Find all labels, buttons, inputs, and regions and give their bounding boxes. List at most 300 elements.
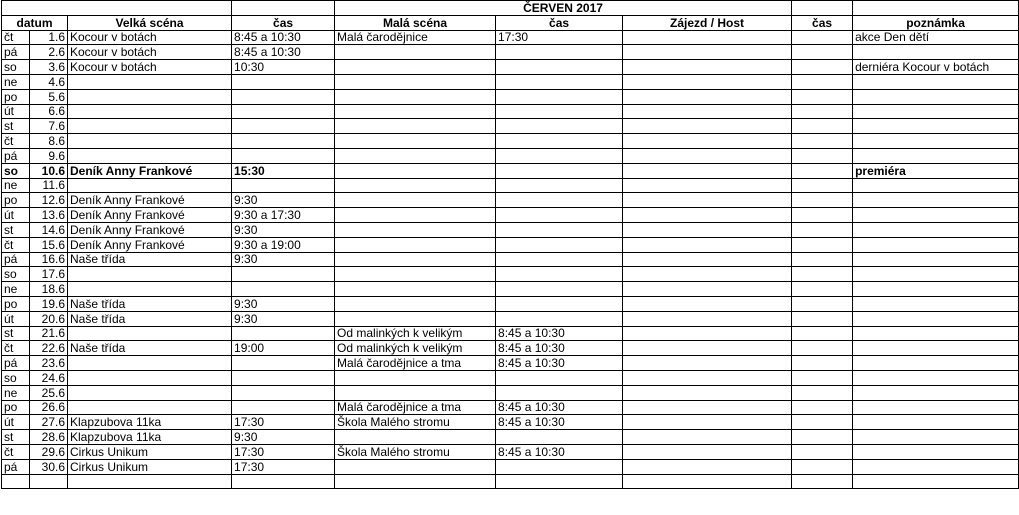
cell-velka-scena[interactable]: Kocour v botách	[68, 45, 232, 60]
cell-day[interactable]: út	[2, 208, 30, 223]
cell-cas-2[interactable]: 8:45 a 10:30	[496, 415, 623, 430]
cell-poznamka[interactable]	[853, 89, 1019, 104]
cell-cas-3[interactable]	[792, 222, 853, 237]
cell-date[interactable]: 4.6	[30, 74, 68, 89]
cell-velka-scena[interactable]: Kocour v botách	[68, 60, 232, 75]
cell-velka-scena[interactable]: Naše třída	[68, 296, 232, 311]
cell-day[interactable]: st	[2, 119, 30, 134]
cell-mala-scena[interactable]	[335, 296, 496, 311]
cell-cas-3[interactable]	[792, 30, 853, 45]
cell-mala-scena[interactable]	[335, 60, 496, 75]
cell-cas-1[interactable]	[232, 74, 335, 89]
cell-day[interactable]: so	[2, 267, 30, 282]
cell-mala-scena[interactable]	[335, 311, 496, 326]
cell-cas-3[interactable]	[792, 163, 853, 178]
cell-cas-1[interactable]: 17:30	[232, 459, 335, 474]
cell-day[interactable]: st	[2, 326, 30, 341]
cell-velka-scena[interactable]: Cirkus Unikum	[68, 459, 232, 474]
cell-day[interactable]: út	[2, 415, 30, 430]
cell-cas-2[interactable]	[496, 193, 623, 208]
cell-blank[interactable]	[335, 474, 496, 489]
cell-day[interactable]: čt	[2, 30, 30, 45]
cell-day[interactable]: ne	[2, 282, 30, 297]
cell-poznamka[interactable]	[853, 267, 1019, 282]
cell-poznamka[interactable]	[853, 45, 1019, 60]
cell-mala-scena[interactable]: Od malinkých k velikým	[335, 326, 496, 341]
cell-day[interactable]: pá	[2, 356, 30, 371]
cell-cas-3[interactable]	[792, 237, 853, 252]
cell-poznamka[interactable]	[853, 444, 1019, 459]
cell-zajezd-host[interactable]	[623, 45, 792, 60]
cell-velka-scena[interactable]	[68, 178, 232, 193]
cell-mala-scena[interactable]: Malá čarodějnice	[335, 30, 496, 45]
cell-date[interactable]: 1.6	[30, 30, 68, 45]
cell-zajezd-host[interactable]	[623, 74, 792, 89]
cell-cas-2[interactable]	[496, 311, 623, 326]
cell-poznamka[interactable]	[853, 370, 1019, 385]
cell-mala-scena[interactable]	[335, 252, 496, 267]
cell-day[interactable]: ne	[2, 74, 30, 89]
cell-cas-3[interactable]	[792, 415, 853, 430]
cell-mala-scena[interactable]	[335, 430, 496, 445]
cell-zajezd-host[interactable]	[623, 341, 792, 356]
cell-velka-scena[interactable]: Deník Anny Frankové	[68, 208, 232, 223]
cell-cas-1[interactable]	[232, 104, 335, 119]
cell-mala-scena[interactable]: Malá čarodějnice a tma	[335, 356, 496, 371]
cell-cas-1[interactable]: 9:30	[232, 222, 335, 237]
cell-mala-scena[interactable]	[335, 45, 496, 60]
table-row	[2, 341, 1019, 356]
cell-cas-3[interactable]	[792, 267, 853, 282]
cell-blank[interactable]	[623, 474, 792, 489]
cell-blank[interactable]	[853, 1, 1019, 16]
cell-cas-1[interactable]	[232, 370, 335, 385]
cell-cas-2[interactable]	[496, 119, 623, 134]
cell-day[interactable]: po	[2, 400, 30, 415]
cell-cas-3[interactable]	[792, 341, 853, 356]
cell-day[interactable]: čt	[2, 237, 30, 252]
cell-velka-scena[interactable]	[68, 119, 232, 134]
cell-poznamka[interactable]	[853, 193, 1019, 208]
cell-mala-scena[interactable]	[335, 459, 496, 474]
cell-cas-1[interactable]: 9:30	[232, 252, 335, 267]
cell-zajezd-host[interactable]	[623, 282, 792, 297]
cell-mala-scena[interactable]	[335, 282, 496, 297]
cell-poznamka[interactable]: premiéra	[853, 163, 1019, 178]
table-row	[2, 222, 1019, 237]
cell-cas-2[interactable]: 8:45 a 10:30	[496, 444, 623, 459]
cell-cas-2[interactable]	[496, 178, 623, 193]
cell-cas-2[interactable]: 8:45 a 10:30	[496, 356, 623, 371]
cell-cas-1[interactable]	[232, 385, 335, 400]
cell-poznamka[interactable]: akce Den dětí	[853, 30, 1019, 45]
cell-cas-2[interactable]	[496, 282, 623, 297]
cell-cas-2[interactable]	[496, 370, 623, 385]
cell-velka-scena[interactable]	[68, 385, 232, 400]
cell-poznamka[interactable]	[853, 74, 1019, 89]
cell-cas-3[interactable]	[792, 119, 853, 134]
cell-poznamka[interactable]	[853, 311, 1019, 326]
cell-blank[interactable]	[68, 474, 232, 489]
cell-day[interactable]: čt	[2, 134, 30, 149]
cell-cas-1[interactable]: 19:00	[232, 341, 335, 356]
table-row	[2, 444, 1019, 459]
cell-poznamka[interactable]	[853, 104, 1019, 119]
cell-day[interactable]: čt	[2, 444, 30, 459]
cell-cas-1[interactable]: 10:30	[232, 60, 335, 75]
cell-cas-3[interactable]	[792, 208, 853, 223]
cell-cas-3[interactable]	[792, 60, 853, 75]
cell-cas-2[interactable]	[496, 45, 623, 60]
cell-cas-1[interactable]	[232, 178, 335, 193]
cell-cas-2[interactable]	[496, 89, 623, 104]
cell-day[interactable]: út	[2, 104, 30, 119]
cell-zajezd-host[interactable]	[623, 356, 792, 371]
cell-cas-1[interactable]: 17:30	[232, 415, 335, 430]
cell-cas-3[interactable]	[792, 74, 853, 89]
cell-day[interactable]: pá	[2, 45, 30, 60]
cell-mala-scena[interactable]	[335, 385, 496, 400]
cell-cas-1[interactable]: 9:30	[232, 311, 335, 326]
cell-date[interactable]: 22.6	[30, 341, 68, 356]
cell-date[interactable]: 15.6	[30, 237, 68, 252]
cell-cas-3[interactable]	[792, 282, 853, 297]
header-datum[interactable]: datum	[2, 15, 68, 30]
cell-cas-2[interactable]	[496, 104, 623, 119]
cell-day[interactable]: so	[2, 370, 30, 385]
cell-day[interactable]: čt	[2, 341, 30, 356]
cell-mala-scena[interactable]	[335, 119, 496, 134]
cell-date[interactable]: 16.6	[30, 252, 68, 267]
cell-mala-scena[interactable]: Od malinkých k velikým	[335, 341, 496, 356]
cell-zajezd-host[interactable]	[623, 400, 792, 415]
header-poznamka[interactable]: poznámka	[853, 15, 1019, 30]
cell-mala-scena[interactable]	[335, 134, 496, 149]
cell-mala-scena[interactable]	[335, 237, 496, 252]
month-title[interactable]: ČERVEN 2017	[335, 1, 792, 16]
cell-day[interactable]: so	[2, 163, 30, 178]
cell-date[interactable]: 23.6	[30, 356, 68, 371]
cell-velka-scena[interactable]	[68, 326, 232, 341]
cell-cas-2[interactable]	[496, 459, 623, 474]
cell-date[interactable]: 3.6	[30, 60, 68, 75]
cell-date[interactable]: 25.6	[30, 385, 68, 400]
cell-velka-scena[interactable]: Klapzubova 11ka	[68, 415, 232, 430]
cell-day[interactable]: ne	[2, 178, 30, 193]
cell-velka-scena[interactable]: Deník Anny Frankové	[68, 237, 232, 252]
cell-date[interactable]: 24.6	[30, 370, 68, 385]
cell-date[interactable]: 18.6	[30, 282, 68, 297]
table-row	[2, 356, 1019, 371]
cell-mala-scena[interactable]	[335, 104, 496, 119]
cell-mala-scena[interactable]	[335, 89, 496, 104]
cell-date[interactable]: 11.6	[30, 178, 68, 193]
cell-poznamka[interactable]	[853, 208, 1019, 223]
cell-zajezd-host[interactable]	[623, 178, 792, 193]
cell-zajezd-host[interactable]	[623, 163, 792, 178]
cell-cas-1[interactable]	[232, 134, 335, 149]
cell-velka-scena[interactable]	[68, 400, 232, 415]
cell-cas-2[interactable]	[496, 267, 623, 282]
cell-zajezd-host[interactable]	[623, 104, 792, 119]
cell-mala-scena[interactable]	[335, 148, 496, 163]
cell-cas-3[interactable]	[792, 400, 853, 415]
cell-zajezd-host[interactable]	[623, 267, 792, 282]
header-mala-scena[interactable]: Malá scéna	[335, 15, 496, 30]
cell-zajezd-host[interactable]	[623, 119, 792, 134]
cell-cas-3[interactable]	[792, 444, 853, 459]
cell-zajezd-host[interactable]	[623, 415, 792, 430]
cell-zajezd-host[interactable]	[623, 459, 792, 474]
cell-cas-1[interactable]	[232, 356, 335, 371]
cell-velka-scena[interactable]	[68, 74, 232, 89]
cell-cas-3[interactable]	[792, 430, 853, 445]
cell-poznamka[interactable]	[853, 415, 1019, 430]
cell-velka-scena[interactable]	[68, 356, 232, 371]
cell-blank[interactable]	[792, 1, 853, 16]
cell-date[interactable]: 28.6	[30, 430, 68, 445]
cell-cas-1[interactable]: 9:30	[232, 430, 335, 445]
cell-velka-scena[interactable]: Deník Anny Frankové	[68, 163, 232, 178]
cell-date[interactable]: 19.6	[30, 296, 68, 311]
cell-day[interactable]: pá	[2, 148, 30, 163]
cell-day[interactable]: so	[2, 60, 30, 75]
cell-date[interactable]: 10.6	[30, 163, 68, 178]
cell-cas-2[interactable]: 8:45 a 10:30	[496, 326, 623, 341]
cell-mala-scena[interactable]	[335, 370, 496, 385]
cell-mala-scena[interactable]	[335, 267, 496, 282]
cell-date[interactable]: 6.6	[30, 104, 68, 119]
cell-cas-2[interactable]: 17:30	[496, 30, 623, 45]
table-row	[2, 89, 1019, 104]
cell-cas-2[interactable]	[496, 163, 623, 178]
cell-cas-3[interactable]	[792, 326, 853, 341]
cell-zajezd-host[interactable]	[623, 370, 792, 385]
cell-cas-1[interactable]	[232, 119, 335, 134]
cell-zajezd-host[interactable]	[623, 222, 792, 237]
cell-date[interactable]: 5.6	[30, 89, 68, 104]
cell-date[interactable]: 27.6	[30, 415, 68, 430]
cell-poznamka[interactable]	[853, 400, 1019, 415]
cell-mala-scena[interactable]	[335, 178, 496, 193]
cell-blank[interactable]	[2, 1, 232, 16]
cell-cas-2[interactable]	[496, 60, 623, 75]
cell-day[interactable]: po	[2, 89, 30, 104]
cell-poznamka[interactable]	[853, 385, 1019, 400]
cell-cas-2[interactable]	[496, 252, 623, 267]
cell-date[interactable]: 13.6	[30, 208, 68, 223]
cell-zajezd-host[interactable]	[623, 89, 792, 104]
cell-cas-1[interactable]: 9:30 a 17:30	[232, 208, 335, 223]
cell-mala-scena[interactable]	[335, 193, 496, 208]
table-row	[2, 45, 1019, 60]
cell-zajezd-host[interactable]	[623, 430, 792, 445]
cell-cas-2[interactable]	[496, 296, 623, 311]
header-row	[2, 15, 1019, 30]
cell-cas-3[interactable]	[792, 134, 853, 149]
cell-poznamka[interactable]	[853, 459, 1019, 474]
cell-poznamka[interactable]	[853, 341, 1019, 356]
cell-velka-scena[interactable]	[68, 267, 232, 282]
cell-day[interactable]: po	[2, 193, 30, 208]
cell-cas-2[interactable]: 8:45 a 10:30	[496, 341, 623, 356]
cell-cas-1[interactable]: 9:30	[232, 193, 335, 208]
cell-cas-3[interactable]	[792, 252, 853, 267]
cell-cas-3[interactable]	[792, 178, 853, 193]
cell-velka-scena[interactable]: Cirkus Unikum	[68, 444, 232, 459]
cell-poznamka[interactable]	[853, 252, 1019, 267]
cell-poznamka[interactable]	[853, 119, 1019, 134]
cell-cas-3[interactable]	[792, 459, 853, 474]
cell-zajezd-host[interactable]	[623, 60, 792, 75]
cell-velka-scena[interactable]: Naše třída	[68, 252, 232, 267]
cell-cas-2[interactable]	[496, 208, 623, 223]
cell-zajezd-host[interactable]	[623, 326, 792, 341]
cell-cas-3[interactable]	[792, 193, 853, 208]
cell-velka-scena[interactable]: Kocour v botách	[68, 30, 232, 45]
cell-poznamka[interactable]: derniéra Kocour v botách	[853, 60, 1019, 75]
cell-poznamka[interactable]	[853, 430, 1019, 445]
cell-cas-3[interactable]	[792, 370, 853, 385]
cell-cas-2[interactable]	[496, 134, 623, 149]
cell-velka-scena[interactable]	[68, 370, 232, 385]
cell-cas-1[interactable]	[232, 400, 335, 415]
cell-poznamka[interactable]	[853, 282, 1019, 297]
cell-blank[interactable]	[232, 1, 335, 16]
cell-day[interactable]: pá	[2, 459, 30, 474]
cell-velka-scena[interactable]	[68, 282, 232, 297]
cell-velka-scena[interactable]: Deník Anny Frankové	[68, 222, 232, 237]
cell-date[interactable]: 2.6	[30, 45, 68, 60]
header-velka-scena[interactable]: Velká scéna	[68, 15, 232, 30]
cell-cas-1[interactable]	[232, 326, 335, 341]
cell-mala-scena[interactable]	[335, 163, 496, 178]
cell-zajezd-host[interactable]	[623, 296, 792, 311]
cell-blank[interactable]	[496, 474, 623, 489]
cell-velka-scena[interactable]: Deník Anny Frankové	[68, 193, 232, 208]
cell-zajezd-host[interactable]	[623, 237, 792, 252]
cell-cas-1[interactable]: 8:45 a 10:30	[232, 45, 335, 60]
cell-day[interactable]: pá	[2, 252, 30, 267]
cell-cas-3[interactable]	[792, 89, 853, 104]
cell-mala-scena[interactable]: Škola Malého stromu	[335, 444, 496, 459]
cell-cas-1[interactable]: 17:30	[232, 444, 335, 459]
cell-date[interactable]: 29.6	[30, 444, 68, 459]
header-cas-2[interactable]: čas	[496, 15, 623, 30]
cell-poznamka[interactable]	[853, 296, 1019, 311]
cell-day[interactable]: út	[2, 311, 30, 326]
cell-cas-3[interactable]	[792, 148, 853, 163]
cell-cas-1[interactable]: 9:30 a 19:00	[232, 237, 335, 252]
cell-cas-2[interactable]: 8:45 a 10:30	[496, 400, 623, 415]
cell-day[interactable]: st	[2, 222, 30, 237]
cell-blank[interactable]	[232, 474, 335, 489]
cell-day[interactable]: ne	[2, 385, 30, 400]
cell-date[interactable]: 30.6	[30, 459, 68, 474]
cell-mala-scena[interactable]	[335, 74, 496, 89]
cell-date[interactable]: 9.6	[30, 148, 68, 163]
cell-velka-scena[interactable]	[68, 148, 232, 163]
cell-poznamka[interactable]	[853, 178, 1019, 193]
cell-poznamka[interactable]	[853, 134, 1019, 149]
cell-zajezd-host[interactable]	[623, 193, 792, 208]
cell-zajezd-host[interactable]	[623, 148, 792, 163]
cell-cas-3[interactable]	[792, 104, 853, 119]
cell-velka-scena[interactable]	[68, 134, 232, 149]
cell-poznamka[interactable]	[853, 148, 1019, 163]
cell-blank[interactable]	[792, 474, 853, 489]
cell-blank[interactable]	[30, 474, 68, 489]
cell-cas-1[interactable]	[232, 89, 335, 104]
cell-zajezd-host[interactable]	[623, 385, 792, 400]
cell-blank[interactable]	[853, 474, 1019, 489]
cell-date[interactable]: 7.6	[30, 119, 68, 134]
cell-cas-2[interactable]	[496, 430, 623, 445]
cell-cas-1[interactable]	[232, 282, 335, 297]
cell-cas-3[interactable]	[792, 356, 853, 371]
cell-cas-2[interactable]	[496, 237, 623, 252]
cell-cas-1[interactable]: 15:30	[232, 163, 335, 178]
table-row	[2, 430, 1019, 445]
cell-cas-3[interactable]	[792, 296, 853, 311]
cell-mala-scena[interactable]	[335, 208, 496, 223]
cell-zajezd-host[interactable]	[623, 30, 792, 45]
cell-mala-scena[interactable]: Malá čarodějnice a tma	[335, 400, 496, 415]
cell-date[interactable]: 14.6	[30, 222, 68, 237]
cell-zajezd-host[interactable]	[623, 444, 792, 459]
cell-poznamka[interactable]	[853, 326, 1019, 341]
cell-date[interactable]: 21.6	[30, 326, 68, 341]
cell-velka-scena[interactable]: Klapzubova 11ka	[68, 430, 232, 445]
cell-date[interactable]: 26.6	[30, 400, 68, 415]
cell-zajezd-host[interactable]	[623, 311, 792, 326]
cell-poznamka[interactable]	[853, 237, 1019, 252]
cell-day[interactable]: st	[2, 430, 30, 445]
cell-cas-1[interactable]	[232, 148, 335, 163]
cell-date[interactable]: 20.6	[30, 311, 68, 326]
cell-blank[interactable]	[2, 474, 30, 489]
cell-cas-2[interactable]	[496, 74, 623, 89]
cell-cas-1[interactable]: 9:30	[232, 296, 335, 311]
cell-date[interactable]: 8.6	[30, 134, 68, 149]
cell-cas-3[interactable]	[792, 385, 853, 400]
cell-velka-scena[interactable]: Naše třída	[68, 341, 232, 356]
cell-cas-2[interactable]	[496, 385, 623, 400]
cell-cas-1[interactable]: 8:45 a 10:30	[232, 30, 335, 45]
cell-zajezd-host[interactable]	[623, 252, 792, 267]
cell-date[interactable]: 17.6	[30, 267, 68, 282]
cell-velka-scena[interactable]: Naše třída	[68, 311, 232, 326]
cell-date[interactable]: 12.6	[30, 193, 68, 208]
cell-velka-scena[interactable]	[68, 104, 232, 119]
cell-velka-scena[interactable]	[68, 89, 232, 104]
cell-cas-3[interactable]	[792, 311, 853, 326]
cell-zajezd-host[interactable]	[623, 208, 792, 223]
cell-cas-3[interactable]	[792, 45, 853, 60]
cell-day[interactable]: po	[2, 296, 30, 311]
cell-mala-scena[interactable]: Škola Malého stromu	[335, 415, 496, 430]
cell-cas-2[interactable]	[496, 148, 623, 163]
cell-poznamka[interactable]	[853, 356, 1019, 371]
header-zajezd-host[interactable]: Zájezd / Host	[623, 15, 792, 30]
cell-zajezd-host[interactable]	[623, 134, 792, 149]
cell-cas-2[interactable]	[496, 222, 623, 237]
cell-cas-1[interactable]	[232, 267, 335, 282]
cell-poznamka[interactable]	[853, 222, 1019, 237]
header-cas-1[interactable]: čas	[232, 15, 335, 30]
header-cas-3[interactable]: čas	[792, 15, 853, 30]
cell-mala-scena[interactable]	[335, 222, 496, 237]
